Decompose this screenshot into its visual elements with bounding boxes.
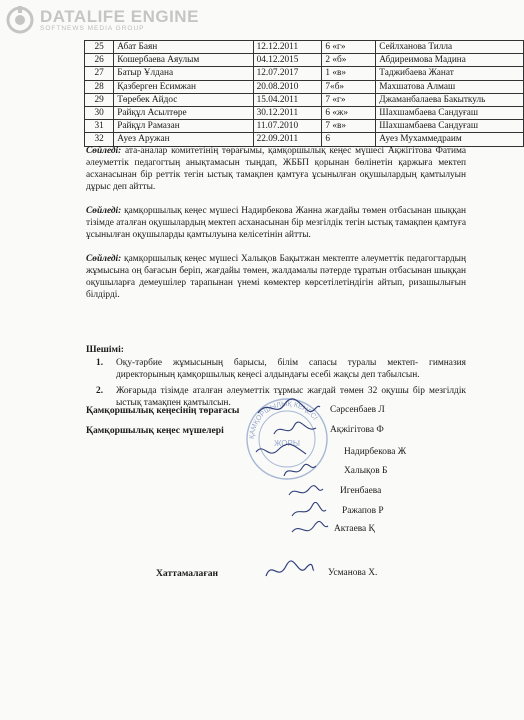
speech-text: қамқоршылық кеңес мүшесі Надирбекова Жанна жағдайы төмен отбасынан шыққан тізімде аталған оқушылардың мектеп асханасынан бір мезгілдік тегін ыстық тамақпен қамтуға ұсынылған оқушыларды қамтылуына келісетінін айтты. bbox=[86, 206, 467, 240]
chair-label: Қамқоршылық кеңесінің төрағасы bbox=[86, 405, 240, 416]
class-name: 6 «ж» bbox=[322, 106, 376, 119]
birth-date: 22.09.2011 bbox=[253, 133, 322, 146]
speech-paragraph-1 bbox=[86, 146, 466, 194]
student-name: Батыр Ұлдана bbox=[114, 67, 253, 80]
row-number: 27 bbox=[85, 67, 114, 80]
stamp-inner-text: ЖОРЫ bbox=[274, 439, 300, 448]
teacher-name: Шахшамбаева Сандуғаш bbox=[376, 106, 524, 119]
teacher-name: Махшатова Алмаш bbox=[376, 80, 524, 93]
teacher-name: Джаманбалаева Бакыткуль bbox=[376, 93, 524, 106]
watermark bbox=[6, 6, 199, 34]
stamp-arc-text: ҚАМҚОРШЫЛЫҚ КЕҢЕСІ bbox=[248, 400, 319, 440]
class-name: 6 «г» bbox=[322, 41, 376, 54]
class-name: 2 «б» bbox=[322, 54, 376, 67]
member-signature bbox=[288, 502, 328, 522]
class-name: 6 bbox=[322, 133, 376, 146]
speech-label: Сөйледі: bbox=[86, 206, 122, 216]
class-name: 7 «в» bbox=[322, 120, 376, 133]
speech-label: Сөйледі: bbox=[86, 146, 122, 156]
student-name: Ауез Аружан bbox=[114, 133, 253, 146]
member-name: Актаева Қ bbox=[334, 524, 375, 534]
row-number: 26 bbox=[85, 54, 114, 67]
student-name: Төребек Айдос bbox=[114, 93, 253, 106]
row-number: 28 bbox=[85, 80, 114, 93]
table-row bbox=[85, 106, 524, 119]
member-name: Ақжігітова Ф bbox=[330, 425, 384, 435]
birth-date: 04.12.2015 bbox=[253, 54, 322, 67]
student-name: Қазберген Есимжан bbox=[114, 80, 253, 93]
secretary-label: Хаттамалаған bbox=[156, 568, 219, 579]
member-name: Халықов Б bbox=[344, 466, 388, 476]
member-signature bbox=[280, 462, 320, 482]
member-name: Игенбаева bbox=[340, 486, 382, 496]
birth-date: 12.07.2017 bbox=[253, 67, 322, 80]
chair-name: Сәрсенбаев Л bbox=[330, 405, 385, 415]
birth-date: 15.04.2011 bbox=[253, 93, 322, 106]
member-signature bbox=[285, 483, 325, 503]
member-signature bbox=[252, 442, 312, 462]
birth-date: 30.12.2011 bbox=[253, 106, 322, 119]
member-signature bbox=[270, 420, 320, 440]
row-number: 25 bbox=[85, 41, 114, 54]
student-name: Кошербаева Аяулым bbox=[114, 54, 253, 67]
table-row bbox=[85, 67, 524, 80]
class-name: 7 «г» bbox=[322, 93, 376, 106]
row-number: 31 bbox=[85, 120, 114, 133]
teacher-name: Таджибаева Жанат bbox=[376, 67, 524, 80]
speech-label: Сөйледі: bbox=[86, 254, 122, 264]
decision-item-number: 2. bbox=[96, 386, 104, 396]
table-row bbox=[85, 120, 524, 133]
decision-heading: Шешімі: bbox=[86, 344, 124, 355]
teacher-name: Ауез Мухаммедраим bbox=[376, 133, 524, 146]
decision-item-text: Жоғарыда тізімде аталған әлеуметтік тұрмыс жағдай төмен 32 оқушы бір мезгілдік ыстық тамақпен қамтылсын. bbox=[116, 386, 466, 408]
class-name: 7«б» bbox=[322, 80, 376, 93]
member-name: Надирбекова Ж bbox=[344, 447, 407, 457]
birth-date: 11.07.2010 bbox=[253, 120, 322, 133]
student-name: Райқұл Рамазан bbox=[114, 120, 253, 133]
row-number: 29 bbox=[85, 93, 114, 106]
speech-text: қамқоршылық кеңес мүшесі Халықов Бақытжан мектепте әлеуметтік педагогтардың жұмысына оң бағасын беріп, жағдайы төмен, жалдамалы пәтерде тұратын отбасынан шыққан оқушыларға демеушілер тарапынан үнемі көмектер көрсетілетіндігін айтып, ризашылығын білдірді. bbox=[86, 254, 466, 300]
datalife-logo-icon bbox=[6, 6, 34, 34]
birth-date: 20.08.2010 bbox=[253, 80, 322, 93]
table-row bbox=[85, 41, 524, 54]
table-row bbox=[85, 54, 524, 67]
decision-item bbox=[96, 358, 466, 384]
row-number: 30 bbox=[85, 106, 114, 119]
chair-signature bbox=[254, 397, 324, 419]
class-name: 1 «в» bbox=[322, 67, 376, 80]
watermark-subtitle: SOFTNEWS MEDIA GROUP bbox=[40, 25, 145, 32]
birth-date: 12.12.2011 bbox=[253, 41, 322, 54]
row-number: 32 bbox=[85, 133, 114, 146]
student-roster-table bbox=[84, 40, 524, 147]
speech-paragraph-3 bbox=[86, 254, 466, 302]
decision-item-text: Оқу-тәрбие жұмысының барысы, білім сапасы туралы мектеп- гимназия директорының қамқоршылық кеңесі алдындағы есебі жақсы деп табылсын. bbox=[116, 358, 466, 380]
table-row bbox=[85, 80, 524, 93]
members-label: Қамқоршылық кеңес мүшелері bbox=[86, 425, 224, 436]
student-name: Райқұл Асылтөре bbox=[114, 106, 253, 119]
watermark-title: DATALIFE ENGINE bbox=[40, 7, 199, 26]
table-row bbox=[85, 93, 524, 106]
secretary-signature bbox=[262, 558, 316, 584]
speech-text: ата-аналар комитетінің төрағымы, қамқоршылық кеңес мүшесі Ақжігітова Фатима әлеуметтік педагогтың анықтамасын тыңдап, ЖББП қорынан бөлінетін қаржыға мектеп асханасынан бір реттік тегін ыстық тамақпен қамтуға ұсынылған оқушылардың қамтылуын дұрыс деп айтты. bbox=[86, 146, 466, 192]
table-row bbox=[85, 133, 524, 146]
secretary-name: Усманова Х. bbox=[328, 568, 378, 578]
speech-paragraph-2 bbox=[86, 206, 466, 242]
teacher-name: Шахшамбаева Сандуғаш bbox=[376, 120, 524, 133]
student-name: Абат Баян bbox=[114, 41, 253, 54]
member-name: Ражапов Р bbox=[342, 506, 384, 516]
decision-item-number: 1. bbox=[96, 358, 104, 368]
teacher-name: Абдиреимова Мадина bbox=[376, 54, 524, 67]
member-signature bbox=[288, 520, 330, 540]
teacher-name: Сейлханова Тилла bbox=[376, 41, 524, 54]
